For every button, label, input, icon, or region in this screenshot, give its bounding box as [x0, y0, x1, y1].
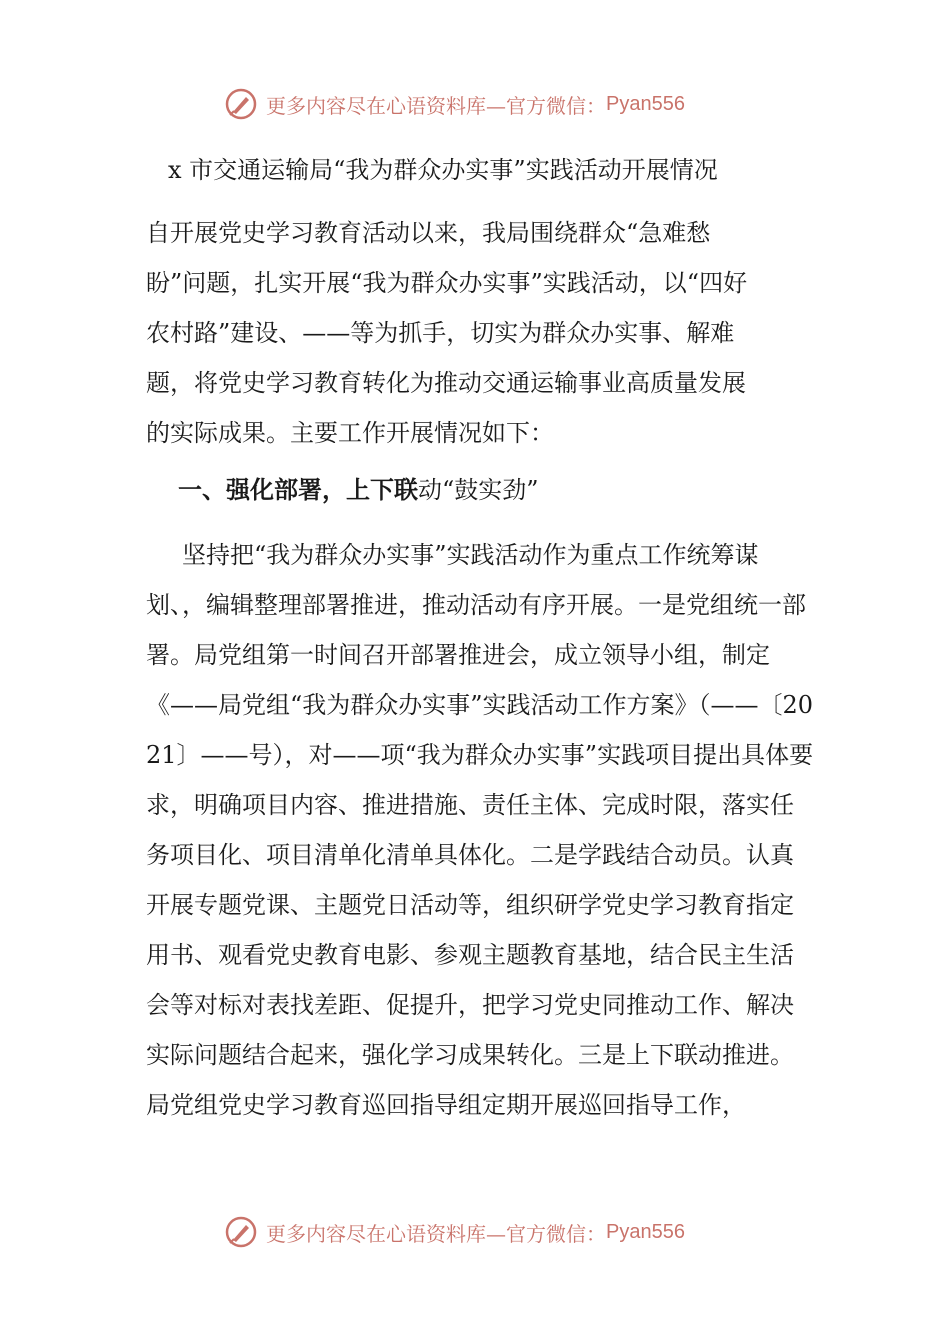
watermark-text: 更多内容尽在心语资料库—官方微信： [266, 93, 606, 118]
section-heading-bold: 一、强化部署，上下联 [178, 475, 418, 504]
watermark-wechat-id: Pyan556 [606, 92, 685, 115]
watermark-header [224, 84, 685, 124]
watermark-footer [224, 1212, 685, 1252]
section-heading-rest: 动“鼓实劲” [418, 476, 539, 504]
watermark-wechat-id: Pyan556 [606, 1220, 685, 1243]
pen-logo-icon [224, 1215, 258, 1249]
section-1-paragraph: 坚持把“我为群众办实事”实践活动作为重点工作统筹谋划、，编辑整理部署推进，推动活动有序开展。一是党组统一部署。局党组第一时间召开部署推进会，成立领导小组，制定《——局党组“我为群众办实事”实践活动工作方案》（——〔2021〕——号），对——项“我为群众办实事”实践项目提出具体要求，明确项目内容、推进措施、责任主体、完成时限，落实任务项目化、项目清单化清单具体化。二是学践结合动员。认真开展专题党课、主题党日活动等，组织研学党史学习教育指定用书、观看党史教育电影、参观主题教育基地，结合民主生活会等对标对表找差距、促提升，把学习党史同推动工作、解决实际问题结合起来，强化学习成果转化。三是上下联动推进。局党组党史学习教育巡回指导组定期开展巡回指导工作， [146, 541, 814, 1119]
pen-logo-icon [224, 87, 258, 121]
intro-paragraph: 自开展党史学习教育活动以来，我局围绕群众“急难愁盼”问题，扎实开展“我为群众办实事”实践活动，以“四好农村路”建设、——等为抓手，切实为群众办实事、解难题，将党史学习教育转化为推动交通运输事业高质量发展的实际成果。主要工作开展情况如下： [146, 219, 748, 447]
section-heading-1 [178, 470, 539, 505]
watermark-text: 更多内容尽在心语资料库—官方微信： [266, 1221, 606, 1246]
document-title: x 市交通运输局“我为群众办实事”实践活动开展情况 [168, 156, 718, 184]
